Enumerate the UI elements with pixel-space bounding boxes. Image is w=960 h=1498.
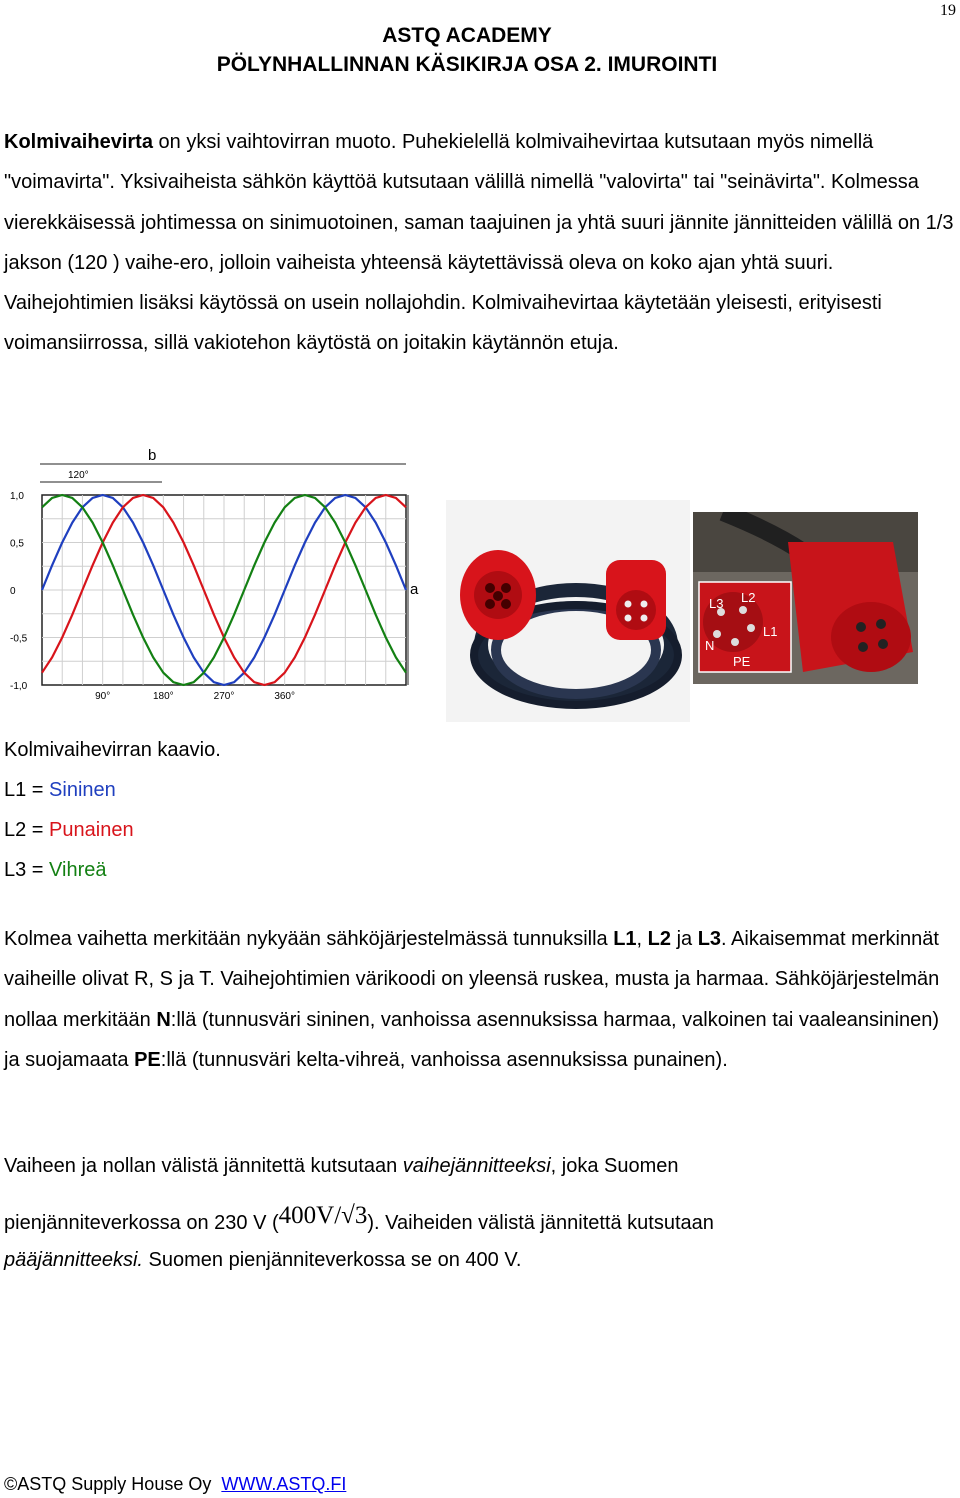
para2-text-4: . Aikaisemmat merkinnät vaiheille olivat R, S ja T. Vaihejohtimien värikoodi on yleensä ruskea, musta ja harmaa. Sähköjärjestelmän nollaa merkitään: [4, 928, 940, 1031]
footer-company: ©ASTQ Supply House Oy: [4, 1474, 212, 1494]
legend-l3: [4, 859, 107, 882]
page-number: 19: [940, 2, 956, 19]
intro-term: Kolmivaihevirta: [4, 131, 153, 153]
x-tick-label: 270°: [213, 691, 235, 702]
para2-n: N: [156, 1008, 171, 1031]
x-tick-label: 360°: [274, 691, 296, 702]
voltage-line-3: [4, 1249, 521, 1272]
voltage-line-1: [4, 1155, 679, 1178]
plug-photo: [693, 512, 918, 684]
x-tick-label: 90°: [95, 691, 111, 702]
legend-l2: [4, 819, 134, 842]
y-tick-label: -0,5: [10, 633, 28, 645]
legend-l1-prefix: L1 =: [4, 779, 50, 801]
para2-text-3: ja: [671, 928, 698, 950]
header-line-2: PÖLYNHALLINNAN KÄSIKIRJA OSA 2. IMUROINTI: [216, 53, 718, 76]
legend-l2-prefix: L2 =: [4, 819, 50, 841]
intro-text: on yksi vaihtovirran muoto. Puhekielellä kolmivaihevirtaa kutsutaan myös nimellä "voimavirta". Yksivaiheista sähkön käyttöä kutsutaan välillä nimellä "valovirta" tai "seinävirta". Kolmessa vierekkäisessä johtimessa on sinimuotoinen, saman taajuinen ja yhtä suuri jännite jännitteiden välillä on 1/3 jakson (120 ) vaihe-ero, jolloin vaiheista yhteensä käytettävissä oleva on koko ajan yhtä suuri. Vaihejohtimien lisäksi käytössä on usein nollajohdin. Kolmivaihevirtaa käytetään yleisesti, erityisesti voimansiirrossa, sillä vakiotehon käytöstä on joitakin käytännön etuja.: [4, 131, 954, 355]
phases-paragraph: [4, 919, 954, 1080]
voltage-line-2: [4, 1202, 714, 1236]
para2-pe: PE: [134, 1048, 161, 1071]
formula-numerator: 400V: [278, 1202, 335, 1229]
chart-x-tick-labels: [95, 691, 295, 702]
extension-cable-photo: [446, 500, 690, 722]
intro-paragraph: [4, 122, 954, 364]
para2-l3: L3: [697, 928, 722, 950]
formula-denominator: √3: [341, 1202, 368, 1229]
three-phase-chart: [8, 440, 428, 710]
plug-label-n: N: [705, 638, 715, 653]
plug-label-l3: L3: [709, 596, 724, 611]
y-tick-label: 0: [10, 586, 16, 597]
legend-l3-prefix: L3 =: [4, 859, 50, 881]
y-tick-label: -1,0: [10, 681, 28, 692]
para2-text-6: :llä (tunnusväri kelta-vihreä, vanhoissa asennuksissa punainen).: [160, 1048, 728, 1071]
legend-l3-color: Vihreä: [49, 859, 107, 881]
plug-label-pe: PE: [733, 654, 751, 669]
para3-text-1: Vaiheen ja nollan välistä jännitettä kutsutaan: [4, 1155, 403, 1177]
footer-link[interactable]: WWW.ASTQ.FI: [221, 1474, 347, 1494]
para2-text-1: Kolmea vaihetta merkitään nykyään sähköjärjestelmässä tunnuksilla: [4, 928, 614, 950]
para2-l1: L1: [613, 928, 637, 950]
amplitude-label: a: [410, 581, 419, 598]
phase-shift-label: 120°: [68, 470, 89, 481]
plug-connector-right: [606, 560, 666, 640]
chart-y-tick-labels: [10, 491, 28, 692]
voltage-formula: 400V/√3: [278, 1202, 368, 1229]
socket-connector-left: [460, 550, 536, 640]
para3-text-3: pienjänniteverkossa on 230 V (: [4, 1212, 279, 1234]
chart-caption: Kolmivaihevirran kaavio.: [4, 739, 221, 761]
para3-text-5: Suomen pienjänniteverkossa se on 400 V.: [142, 1249, 522, 1271]
y-tick-label: 1,0: [10, 491, 24, 502]
para3-text-4: ). Vaiheiden välistä jännitettä kutsutaan: [367, 1212, 714, 1234]
header-line-1: ASTQ ACADEMY: [382, 24, 552, 47]
para2-l2: L2: [647, 928, 672, 950]
x-tick-label: 180°: [152, 691, 174, 702]
para2-text-2: ,: [636, 928, 648, 950]
plug-label-l1: L1: [763, 624, 778, 639]
main-voltage-term: pääjännitteeksi.: [4, 1249, 143, 1271]
legend-l1: [4, 779, 116, 802]
period-label: b: [148, 447, 157, 464]
plug-label-l2: L2: [741, 590, 756, 605]
phase-voltage-term: vaihejännitteeksi: [402, 1155, 551, 1177]
para2-text-5: :llä (tunnusväri sininen, vanhoissa asennuksissa harmaa, valkoinen tai vaaleansininen) ja suojamaata: [4, 1008, 939, 1071]
y-tick-label: 0,5: [10, 538, 24, 550]
footer: [4, 1474, 346, 1495]
legend-l1-color: Sininen: [49, 779, 116, 801]
legend-l2-color: Punainen: [49, 819, 134, 841]
para3-text-2: , joka Suomen: [550, 1155, 679, 1177]
